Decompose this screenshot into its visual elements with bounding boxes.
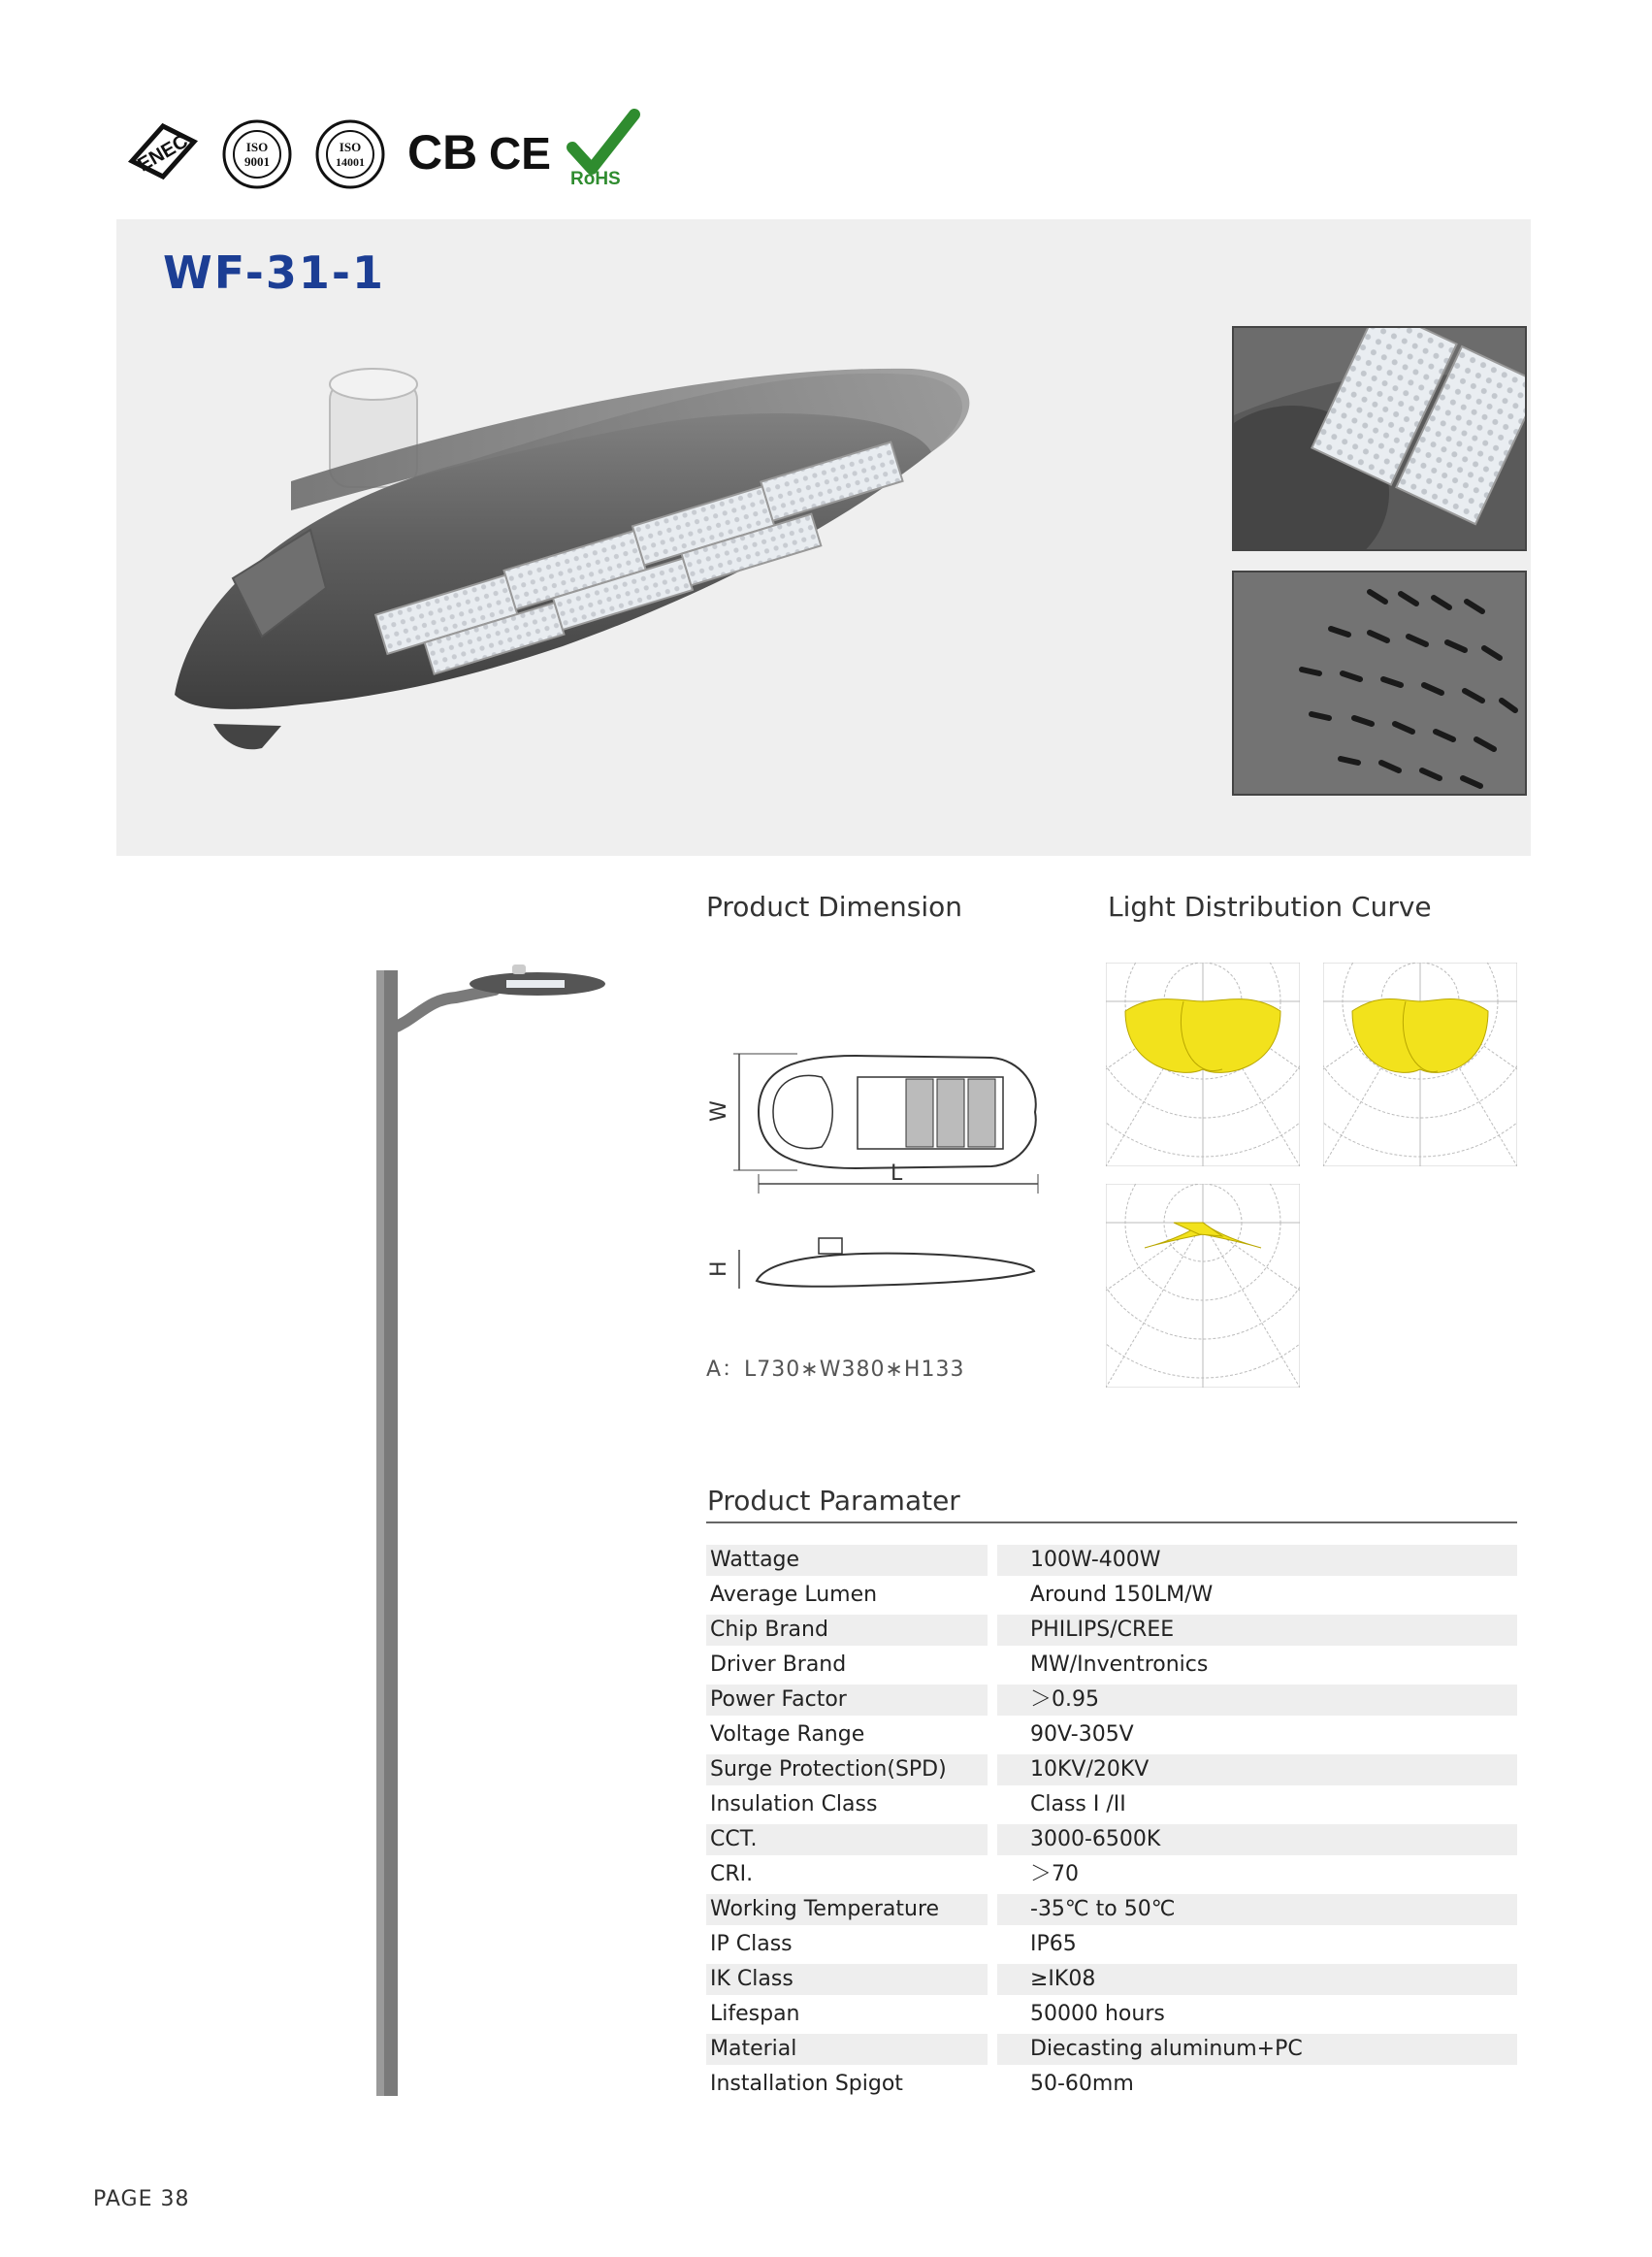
parameter-title: Product Paramater (707, 1485, 960, 1517)
param-label: Surge Protection(SPD) (706, 1754, 988, 1785)
param-label: Working Temperature (706, 1894, 988, 1925)
parameter-divider (706, 1521, 1517, 1523)
param-label: Voltage Range (710, 1722, 865, 1747)
dimension-title: Product Dimension (706, 891, 963, 923)
distribution-title: Light Distribution Curve (1108, 891, 1432, 923)
distribution-curve-2 (1265, 963, 1517, 1166)
svg-text:ISO: ISO (339, 140, 362, 154)
param-label: IP Class (710, 1932, 793, 1956)
luminaire-image (155, 345, 1125, 850)
param-label: Wattage (706, 1545, 988, 1576)
param-label: CCT. (706, 1824, 988, 1855)
param-label: Material (706, 2034, 988, 2065)
param-value: ≥IK08 (997, 1964, 1517, 1995)
svg-text:CB: CB (407, 125, 478, 179)
param-value: PHILIPS/CREE (997, 1615, 1517, 1646)
dimension-caption: A：L730∗W380∗H133 (706, 1357, 965, 1382)
param-label: Chip Brand (706, 1615, 988, 1646)
table-row (706, 1615, 1517, 1650)
iso14001-logo (314, 118, 386, 190)
enec-logo (124, 122, 202, 180)
param-value: Class I /II (1030, 1792, 1126, 1816)
param-value: -35℃ to 50℃ (997, 1894, 1517, 1925)
table-row (706, 2069, 1517, 2104)
param-value: ＞0.95 (997, 1685, 1517, 1716)
table-row (706, 2034, 1517, 2069)
certification-logos (124, 109, 667, 196)
page-number: PAGE 38 (93, 2187, 190, 2211)
param-value: 90V-305V (1030, 1722, 1134, 1747)
table-row (706, 1894, 1517, 1929)
svg-text:9001: 9001 (244, 154, 270, 169)
table-row (706, 1545, 1517, 1580)
param-value: Around 150LM/W (1030, 1583, 1214, 1607)
hero-panel (116, 219, 1531, 856)
svg-text:14001: 14001 (336, 155, 365, 169)
param-label: Power Factor (706, 1685, 988, 1716)
svg-text:ENEC: ENEC (134, 130, 192, 177)
table-row (706, 1929, 1517, 1964)
param-value: 10KV/20KV (997, 1754, 1517, 1785)
param-value: ＞70 (1030, 1862, 1079, 1886)
table-row (706, 1580, 1517, 1615)
parameter-table (706, 1545, 1517, 2104)
table-row (706, 1999, 1517, 2034)
pole-image (359, 961, 631, 2106)
table-row (706, 1685, 1517, 1719)
svg-text:RoHS: RoHS (570, 169, 621, 186)
param-value: 100W-400W (997, 1545, 1517, 1576)
table-row (706, 1789, 1517, 1824)
table-row (706, 1754, 1517, 1789)
cb-logo (405, 124, 483, 179)
param-value: IP65 (1030, 1932, 1077, 1956)
param-label: Installation Spigot (710, 2072, 903, 2096)
svg-text:H: H (707, 1260, 731, 1277)
iso9001-logo (221, 118, 293, 190)
param-label: Average Lumen (710, 1583, 878, 1607)
param-value: Diecasting aluminum+PC (997, 2034, 1517, 2065)
param-label: CRI. (710, 1862, 754, 1886)
param-label: IK Class (706, 1964, 988, 1995)
thumbnail-heatsink (1232, 571, 1527, 796)
param-label: Lifespan (710, 2002, 800, 2026)
param-label: Insulation Class (710, 1792, 878, 1816)
dimension-drawing (700, 1038, 1050, 1300)
distribution-curve-1 (1106, 963, 1358, 1166)
param-value: 50-60mm (1030, 2072, 1134, 2096)
thumbnail-led-closeup (1232, 326, 1527, 551)
svg-text:L: L (891, 1161, 903, 1186)
model-title: WF-31-1 (163, 246, 385, 299)
svg-text:CE: CE (489, 128, 551, 179)
param-value: 50000 hours (1030, 2002, 1165, 2026)
table-row (706, 1964, 1517, 1999)
param-value: MW/Inventronics (1030, 1652, 1209, 1677)
light-distribution-curves (1106, 963, 1517, 1401)
table-row (706, 1719, 1517, 1754)
table-row (706, 1859, 1517, 1894)
table-row (706, 1650, 1517, 1685)
param-label: Driver Brand (710, 1652, 847, 1677)
rohs-logo (565, 109, 642, 186)
svg-text:ISO: ISO (245, 140, 269, 154)
table-row (706, 1824, 1517, 1859)
ce-logo (487, 124, 555, 179)
svg-text:W: W (707, 1100, 731, 1122)
param-value: 3000-6500K (997, 1824, 1517, 1855)
